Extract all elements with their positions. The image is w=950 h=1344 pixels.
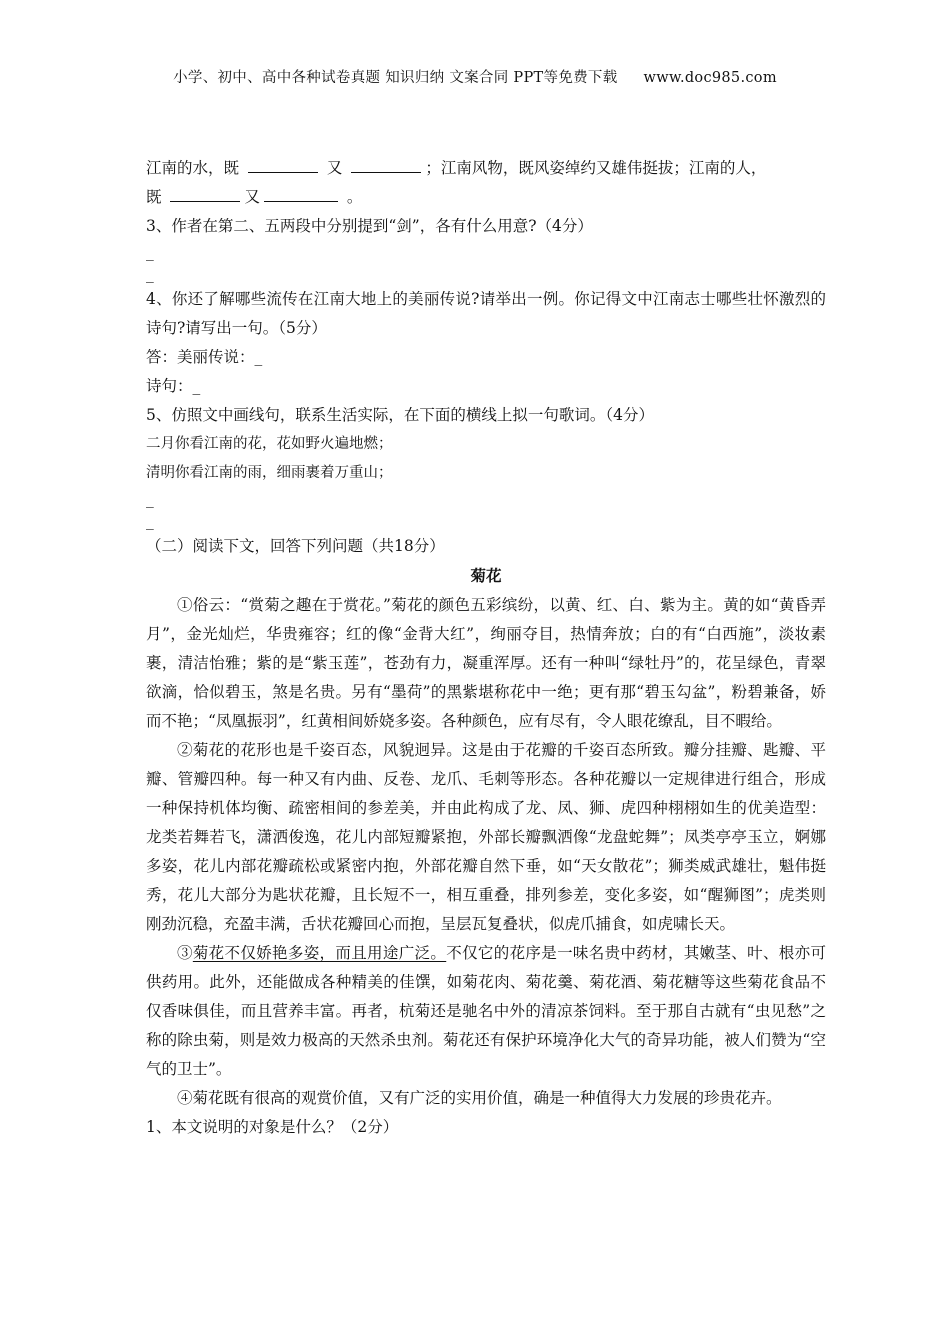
article-title: 菊花: [470, 567, 502, 585]
article-paragraph-3: ③菊花不仅娇艳多姿，而且用途广泛。不仅它的花序是一味名贵中药材，其嫩茎、叶、根亦可供药用。此外，还能做成各种精美的佳馔，如菊花肉、菊花羹、菊花酒、菊花糖等这些菊花食品不仅香味俱佳，而且营养丰富。再者，杭菊还是驰名中外的清凉茶饲料。至于那自古就有“虫见愁”之称的除虫菊，则是效力极高的天然杀虫剂。菊花还有保护环境净化大气的奇异功能，被人们赞为“空气的卫士”。: [146, 944, 826, 1078]
question-3: 3、作者在第二、五两段中分别提到“剑”，各有什么用意?（4分）: [146, 217, 593, 235]
question-1: 1、本文说明的对象是什么？（2分）: [146, 1118, 399, 1136]
answer-line[interactable]: _: [146, 490, 154, 508]
answer-line[interactable]: _: [146, 243, 154, 261]
header-site-link[interactable]: www.doc985.com: [643, 70, 777, 86]
article-paragraph-4: ④菊花既有很高的观赏价值，又有广泛的实用价值，确是一种值得大力发展的珍贵花卉。: [177, 1089, 782, 1107]
fill-blank[interactable]: [248, 156, 318, 173]
article-paragraph-1: ①俗云：“赏菊之趣在于赏花。”菊花的颜色五彩缤纷，以黄、红、白、紫为主。黄的如“黄昏弄月”，金光灿烂，华贵雍容；红的像“金背大红”，绚丽夺目，热情奔放；白的有“白西施”，淡妆素裹，清洁怡雅；紫的是“紫玉莲”，苍劲有力，凝重浑厚。还有一种叫“绿牡丹”的，花呈绿色，青翠欲滴，恰似碧玉，煞是名贵。另有“墨荷”的黑紫堪称花中一绝；更有那“碧玉勾盆”，粉碧兼备，娇而不艳；“凤凰振羽”，红黄相间娇娆多姿。各种颜色，应有尽有，令人眼花缭乱，目不暇给。: [146, 596, 826, 730]
section-heading: （二）阅读下文，回答下列问题（共18分）: [146, 537, 445, 555]
poem-line: 清明你看江南的雨，细雨裹着万重山；: [146, 465, 393, 481]
question-5: 5、仿照文中画线句，联系生活实际，在下面的横线上拟一句歌词。（4分）: [146, 406, 654, 424]
answer-line[interactable]: _: [146, 265, 154, 283]
fill-blank[interactable]: [264, 185, 338, 202]
question-4: 4、你还了解哪些流传在江南大地上的美丽传说?请举出一例。你记得文中江南志士哪些壮怀激烈的诗句?请写出一句。（5分）: [146, 290, 826, 337]
document-body: [146, 154, 826, 1142]
article-paragraph-2: ②菊花的花形也是千姿百态，风貌迥异。这是由于花瓣的千姿百态所致。瓣分挂瓣、匙瓣、平瓣、管瓣四种。每一种又有内曲、反卷、龙爪、毛刺等形态。各种花瓣以一定规律进行组合，形成一种保持机体均衡、疏密相间的参差美，并由此构成了龙、凤、狮、虎四种栩栩如生的优美造型：龙类若舞若飞，潇洒俊逸，花儿内部短瓣紧抱，外部长瓣飘洒像“龙盘蛇舞”；凤类亭亭玉立，婀娜多姿，花儿内部花瓣疏松或紧密内抱，外部花瓣自然下垂，如“天女散花”；狮类威武雄壮，魁伟挺秀，花儿大部分为匙状花瓣，且长短不一，相互重叠，排列参差，变化多姿，如“醒狮图”；虎类则刚劲沉稳，充盈丰满，舌状花瓣回心而抱，呈层瓦复叠状，似虎爪捕食，如虎啸长天。: [146, 741, 826, 933]
fill-blank[interactable]: [351, 156, 421, 173]
page-header: [0, 66, 950, 87]
answer-line[interactable]: _: [146, 512, 154, 530]
header-text: 小学、初中、高中各种试卷真题 知识归纳 文案合同 PPT等免费下载: [173, 70, 618, 86]
q2-line-2: 既 又 。: [146, 183, 826, 212]
underlined-sentence: 菊花不仅娇艳多姿，而且用途广泛。: [192, 944, 447, 962]
poem-line: 二月你看江南的花，花如野火遍地燃；: [146, 436, 393, 452]
answer-poem[interactable]: 诗句：_: [146, 377, 201, 395]
answer-legend[interactable]: 答：美丽传说：_: [146, 348, 263, 366]
q2-line-1: 江南的水，既 又 ；江南风物，既风姿绰约又雄伟挺拔；江南的人，: [146, 154, 826, 183]
fill-blank[interactable]: [170, 185, 240, 202]
